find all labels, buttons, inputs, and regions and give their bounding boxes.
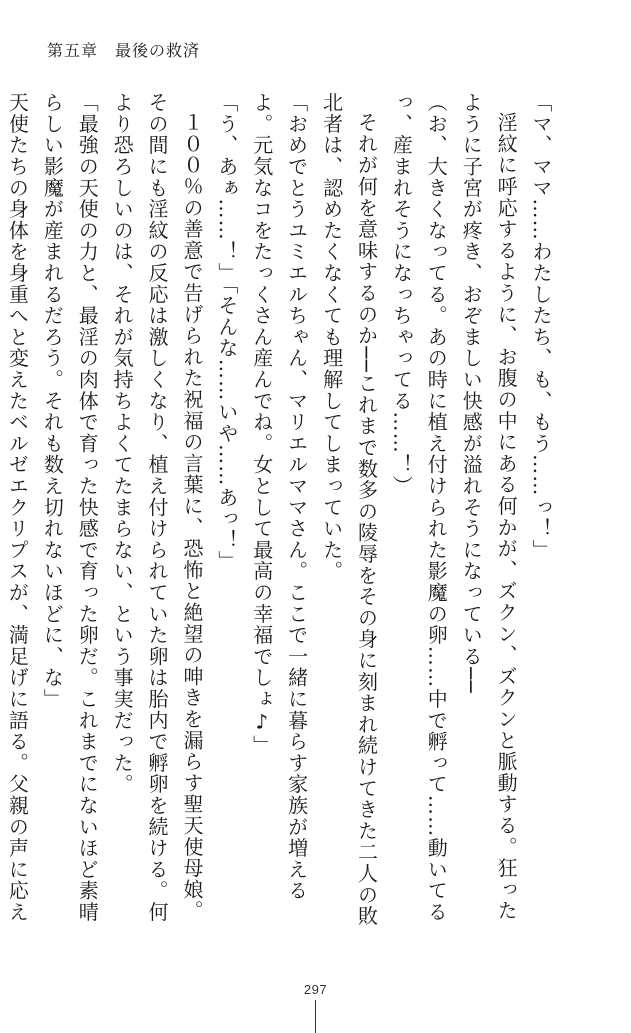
running-head	[47, 38, 200, 61]
chapter-title: 最後の救済	[115, 41, 201, 60]
paragraph-5: 「おめでとうユミエルちゃん、マリエルママさん。ここで一緒に暮らす家族が増えるよ。元気なコをたっくさん産んでね。女として最高の幸福でしょ♪」	[249, 92, 309, 902]
paragraph-1: 「マ、ママ……わたしたち、も、もう……っ！」	[529, 92, 553, 561]
paragraph-6: 「う、あぁ……！」「そんな……いや……あっ！」	[214, 92, 239, 572]
page-number-rule	[315, 1000, 316, 1033]
paragraph-3: （お、大きくなってる。あの時に植え付けられた影魔の卵……中で孵って……動いてるっ、産まれそうになっちゃってる……！）	[389, 92, 449, 923]
paragraph-2: 淫紋に呼応するように、お腹の中にある何かが、ズクン、ズクンと脈動する。狂ったように子宮が疼き、おぞましい快感が溢れそうになっている──	[459, 92, 519, 922]
paragraph-7: １００％の善意で告げられた祝福の言葉に、恐怖と絶望の呻きを漏らす聖天使母娘。その間にも淫紋の反応は激しくなり、植え付けられていた卵は胎内で孵卵を続ける。何より恐ろしいのは、それが気持ちよくてたまらない、という事実だった。	[110, 92, 204, 923]
chapter-label: 第五章	[47, 41, 99, 60]
paragraph-9: 天使たちの身体を身重へと変えたベルゼエクリプスが、満足げに語る。父親の声に応え	[5, 92, 30, 923]
paragraph-8: 「最強の天使の力と、最淫の肉体で育った快感で育った卵だ。これまでにないほど素晴らしい影魔が産まれるだろう。それも数え切れないほどに、な」	[40, 92, 100, 923]
vertical-text-body	[5, 92, 558, 937]
page-number: 297	[303, 982, 328, 997]
paragraph-4: それが何を意味するのか──これまで数多の陵辱をその身に刻まれ続けてきた二人の敗北者は、認めたくなくても理解してしまっていた。	[319, 92, 379, 927]
